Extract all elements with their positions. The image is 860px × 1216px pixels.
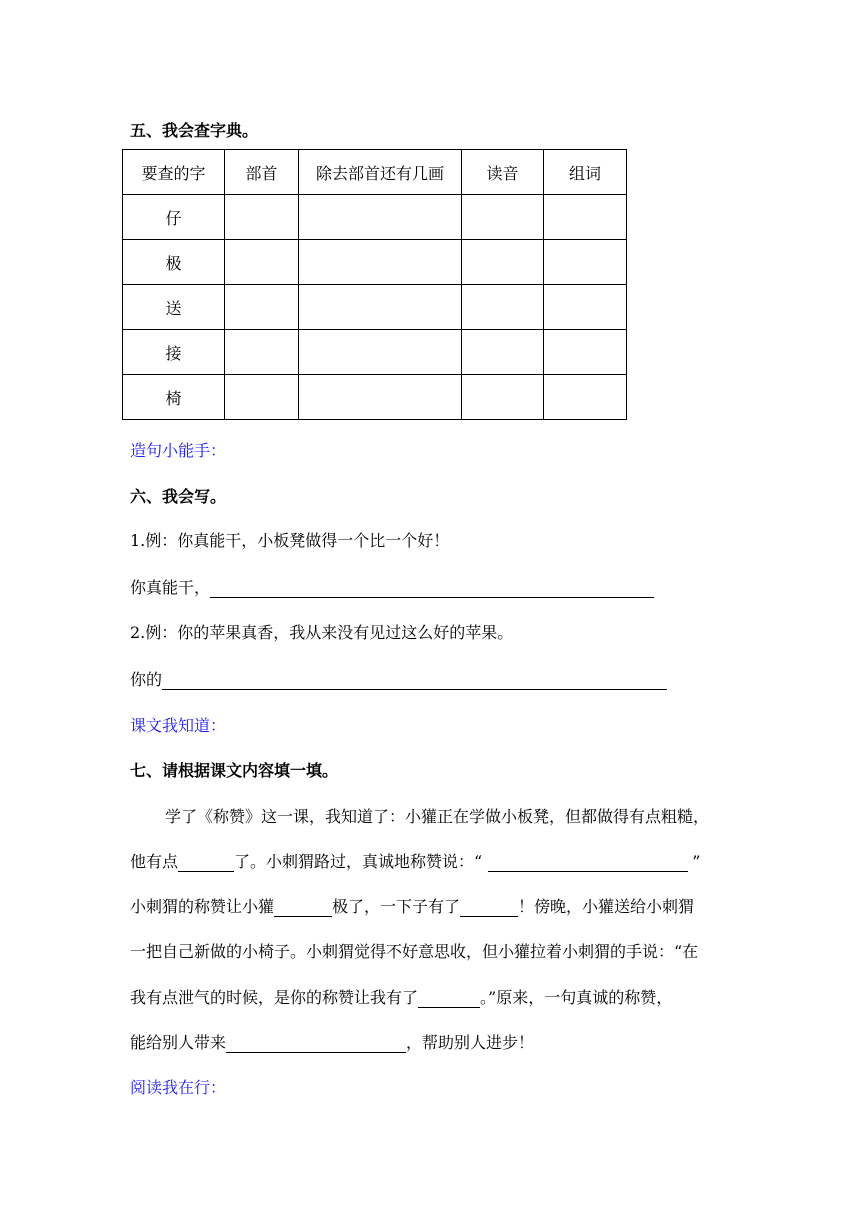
- table-header-row: [123, 150, 627, 195]
- table-cell-char: 椅: [123, 375, 225, 420]
- reading-section-label: 阅读我在行：: [130, 1078, 227, 1097]
- table-row: [123, 285, 627, 330]
- passage-text: ，帮助别人进步！: [406, 1033, 535, 1052]
- table-cell-empty[interactable]: [544, 375, 627, 420]
- fill-blank[interactable]: [226, 1034, 406, 1053]
- table-header: 要查的字: [123, 150, 225, 195]
- example-1: 1.例：你真能干，小板凳做得一个比一个好！: [130, 531, 450, 550]
- example-2: 2.例：你的苹果真香，我从来没有见过这么好的苹果。: [130, 623, 514, 642]
- table-cell-empty[interactable]: [462, 240, 544, 285]
- table-cell-empty[interactable]: [299, 330, 462, 375]
- passage-text: 极了，一下子有了: [332, 897, 461, 916]
- passage-text: 了。小刺猬路过，真诚地称赞说：“: [234, 852, 483, 871]
- table-cell-empty[interactable]: [544, 285, 627, 330]
- table-header: 除去部首还有几画: [299, 150, 462, 195]
- table-cell-empty[interactable]: [544, 240, 627, 285]
- table-cell-char: 极: [123, 240, 225, 285]
- table-row: [123, 375, 627, 420]
- table-cell-empty[interactable]: [462, 330, 544, 375]
- passage-text: ”: [692, 852, 701, 871]
- table-row: [123, 240, 627, 285]
- table-cell-empty[interactable]: [225, 285, 299, 330]
- fill-blank[interactable]: [178, 853, 234, 872]
- table-cell-char: 仔: [123, 195, 225, 240]
- passage-text: ！傍晚，小獾送给小刺猬: [518, 897, 695, 916]
- table-cell-empty[interactable]: [462, 375, 544, 420]
- section6-heading: 六、我会写。: [130, 487, 227, 506]
- passage-line-4: 一把自己新做的小椅子。小刺猬觉得不好意思收，但小獾拉着小刺猬的手说：“在: [130, 942, 699, 961]
- table-cell-empty[interactable]: [225, 330, 299, 375]
- table-cell-empty[interactable]: [299, 285, 462, 330]
- answer-2-prompt: 你的: [130, 670, 163, 689]
- table-cell-empty[interactable]: [225, 240, 299, 285]
- passage-text: 。”原来，一句真诚的称赞，: [480, 988, 673, 1007]
- table-header: 读音: [462, 150, 544, 195]
- table-cell-empty[interactable]: [544, 330, 627, 375]
- answer-line-2: [130, 667, 667, 690]
- answer-line-1: [130, 575, 654, 598]
- passage-line-5: [130, 985, 672, 1008]
- section7-heading: 七、请根据课文内容填一填。: [130, 761, 339, 780]
- answer-1-prompt: 你真能干，: [130, 578, 211, 597]
- sentence-section-label: 造句小能手：: [130, 441, 227, 460]
- text-section-label: 课文我知道：: [130, 716, 227, 735]
- fill-blank[interactable]: [418, 989, 480, 1008]
- table-cell-char: 接: [123, 330, 225, 375]
- answer-1-blank[interactable]: [210, 579, 654, 598]
- table-cell-empty[interactable]: [299, 375, 462, 420]
- table-header: 组词: [544, 150, 627, 195]
- table-header: 部首: [225, 150, 299, 195]
- passage-line-1: 学了《称赞》这一课，我知道了：小獾正在学做小板凳，但都做得有点粗糙，: [165, 807, 710, 826]
- table-cell-empty[interactable]: [225, 195, 299, 240]
- table-row: [123, 195, 627, 240]
- passage-text: 我有点泄气的时候，是你的称赞让我有了: [130, 988, 419, 1007]
- table-cell-empty[interactable]: [462, 285, 544, 330]
- passage-text: 小刺猬的称赞让小獾: [130, 897, 275, 916]
- passage-text: 能给别人带来: [130, 1033, 227, 1052]
- passage-line-3: [130, 894, 694, 917]
- answer-2-blank[interactable]: [162, 671, 667, 690]
- table-cell-empty[interactable]: [225, 375, 299, 420]
- passage-line-6: [130, 1030, 534, 1053]
- table-cell-char: 送: [123, 285, 225, 330]
- passage-text: 他有点: [130, 852, 179, 871]
- table-cell-empty[interactable]: [299, 195, 462, 240]
- fill-blank[interactable]: [274, 898, 332, 917]
- passage-line-2: [130, 849, 700, 872]
- table-row: [123, 330, 627, 375]
- section5-heading: 五、我会查字典。: [130, 121, 259, 140]
- table-cell-empty[interactable]: [462, 195, 544, 240]
- table-cell-empty[interactable]: [299, 240, 462, 285]
- table-cell-empty[interactable]: [544, 195, 627, 240]
- fill-blank[interactable]: [488, 853, 688, 872]
- dictionary-table: [122, 149, 627, 420]
- fill-blank[interactable]: [460, 898, 518, 917]
